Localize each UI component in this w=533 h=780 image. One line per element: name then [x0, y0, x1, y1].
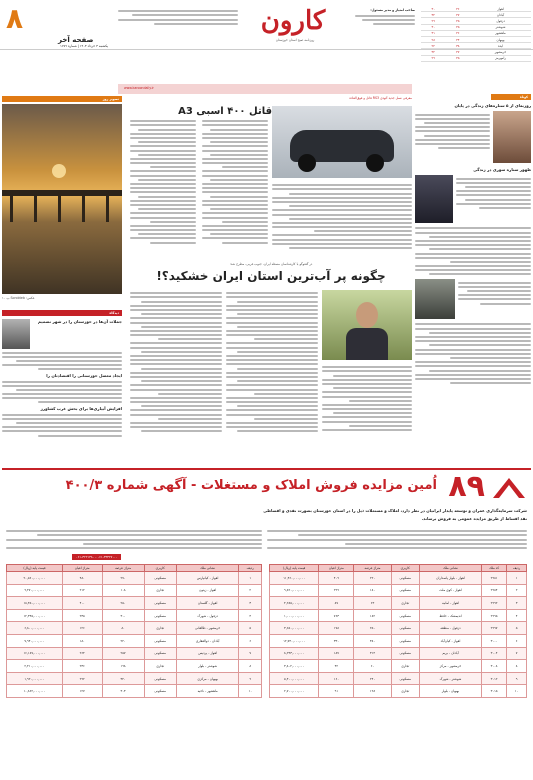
- table-cell: تجاری: [144, 622, 176, 635]
- table-cell: مسکونی: [391, 622, 419, 635]
- table-header: قیمت پایه (ریال): [270, 565, 319, 572]
- table-cell: ۱۲۶: [62, 622, 102, 635]
- page-number: ۸: [6, 2, 24, 35]
- table-row: [7, 660, 262, 673]
- table-cell: ۹: [507, 672, 527, 685]
- weather-city: اهواز: [470, 6, 531, 12]
- table-cell: ۱۰,۸۶۲,۰۰۰,۰۰۰: [7, 685, 63, 698]
- table-header: متراژ عرصه: [102, 565, 144, 572]
- table-cell: ۲,۷۰۰,۰۰۰,۰۰۰: [270, 685, 319, 698]
- interview-title: چگونه پر آب‌ترین استان ایران خشکید؟!: [156, 269, 386, 284]
- table-cell: ۳,۶۵۰,۰۰۰,۰۰۰: [270, 622, 319, 635]
- table-cell: بهبهان - مرکزی: [176, 672, 239, 685]
- table-cell: ۶۳: [354, 597, 391, 610]
- table-cell: اندیمشک - حافظ: [419, 609, 481, 622]
- table-cell: ۱۲۷: [62, 685, 102, 698]
- table-cell: بهبهان - بلوار: [419, 685, 481, 698]
- table-row: [270, 622, 527, 635]
- table-cell: ۲۳۵: [62, 609, 102, 622]
- table-cell: ۴۲: [319, 660, 354, 673]
- table-header: کاربری: [144, 565, 176, 572]
- owner-label: صاحب امتیاز و مدیر مسئول:: [370, 8, 415, 12]
- table-cell: مسکونی: [391, 672, 419, 685]
- table-cell: ۱۶,۱۸۷,۰۰۰,۰۰۰: [7, 647, 63, 660]
- table-cell: آبادان - ذوالفقاری: [176, 634, 239, 647]
- table-cell: ۱۸۰: [354, 584, 391, 597]
- table-cell: خرمشهر - مرکز: [419, 660, 481, 673]
- right-story-title: روزنه‌ای از ۵ ستاره‌های زندگی در پایان: [454, 103, 531, 109]
- table-cell: ۳,۸۰۲,۰۰۰,۰۰۰: [270, 660, 319, 673]
- website: www.karoondaily.ir: [124, 86, 154, 90]
- table-cell: ۲۹۹۵: [482, 609, 507, 622]
- table-cell: مسکونی: [144, 647, 176, 660]
- weather-temp: ۲۸: [421, 36, 446, 42]
- table-cell: ۱۸,۴۵۰,۰۰۰,۰۰۰: [7, 597, 63, 610]
- table-cell: ۳۳۰: [319, 634, 354, 647]
- weather-city: ماهشهر: [470, 30, 531, 36]
- ad-phone: ۰۶۱-۳۳۳۲۷۰۰۰ - ۰۶۱-۳۲۲۱۳۸۰: [72, 554, 121, 560]
- table-cell: ۶,۸۰۰,۰۰۰,۰۰۰: [7, 622, 63, 635]
- table-cell: ۱۱,۴۶۰,۰۰۰,۰۰۰: [270, 572, 319, 585]
- table-header: ردیف: [507, 565, 527, 572]
- table-cell: خرمشهر - طالقانی: [176, 622, 239, 635]
- table-cell: ۳۰۱۵: [482, 685, 507, 698]
- car-title: قاتل ۴۰۰ اسبی A3: [178, 106, 272, 118]
- table-cell: ۳۰۰: [102, 609, 144, 622]
- bridge-sunset-photo: [2, 104, 122, 294]
- website-bar: [118, 84, 412, 94]
- table-cell: ۲۵۰: [354, 622, 391, 635]
- table-cell: ۲۷۰: [102, 572, 144, 585]
- table-cell: ۳۲۰: [102, 672, 144, 685]
- table-cell: ۹: [239, 672, 262, 685]
- weather-temp: ۴۶: [446, 30, 471, 36]
- speaker-photo: [415, 279, 455, 319]
- weather-temp: ۲۹: [421, 55, 446, 61]
- table-cell: ۲۲۰: [102, 634, 144, 647]
- table-cell: ۲۴۰: [354, 672, 391, 685]
- photo-tag: تصویر روز: [2, 96, 122, 102]
- weather-city: آبادان: [470, 12, 531, 18]
- table-row: [270, 672, 527, 685]
- table-cell: ۱۲۸: [354, 685, 391, 698]
- interview-story: [130, 262, 412, 462]
- table-cell: ۲,۴۱۰,۰۰۰,۰۰۰: [7, 660, 63, 673]
- table-header: کد ملک: [482, 565, 507, 572]
- table-cell: ۳۰۰۰: [482, 634, 507, 647]
- weather-city: شوشتر: [470, 24, 531, 30]
- weather-temp: ۴۴: [446, 36, 471, 42]
- table-cell: ۷۶۳: [319, 609, 354, 622]
- table-cell: ۴۰۰: [62, 597, 102, 610]
- weather-temp: ۴۷: [446, 12, 471, 18]
- table-cell: ۶: [507, 634, 527, 647]
- table-cell: ۱۸۰: [62, 634, 102, 647]
- table-row: [7, 609, 262, 622]
- table-row: [270, 572, 527, 585]
- table-cell: ۶۰: [354, 660, 391, 673]
- table-cell: ۳۸۰: [354, 634, 391, 647]
- weather-temp: ۳۱: [421, 30, 446, 36]
- weather-city: رامهرمز: [470, 55, 531, 61]
- table-cell: ۷: [507, 647, 527, 660]
- table-cell: اهواز - گلستان: [176, 597, 239, 610]
- table-cell: ۱۷۸: [319, 622, 354, 635]
- table-cell: دزفول - منطقه: [419, 622, 481, 635]
- table-cell: مسکونی: [144, 597, 176, 610]
- weather-temp: ۲۹: [421, 18, 446, 24]
- weather-temp: ۳۰: [421, 6, 446, 12]
- table-cell: ۹,۴۷۰,۰۰۰,۰۰۰: [7, 584, 63, 597]
- left-tag: دیدگاه: [2, 310, 122, 316]
- table-cell: ۴,۲۸۵,۰۰۰,۰۰۰: [270, 597, 319, 610]
- table-cell: ۲۵۷: [102, 647, 144, 660]
- table-cell: ۲۹۸۱: [482, 572, 507, 585]
- table-cell: ۱۰: [507, 685, 527, 698]
- table-cell: ۱۹۸: [102, 660, 144, 673]
- page-label: صفحه آخر: [58, 36, 94, 44]
- weather-table: [421, 6, 531, 62]
- table-cell: ۱: [239, 572, 262, 585]
- table-cell: ۲۹۲: [62, 672, 102, 685]
- table-cell: ۲: [507, 584, 527, 597]
- table-cell: مسکونی: [144, 572, 176, 585]
- table-row: [270, 685, 527, 698]
- table-cell: ۹۱: [319, 685, 354, 698]
- table-cell: ۱۰۸: [102, 584, 144, 597]
- table-cell: ۸: [507, 660, 527, 673]
- table-cell: شوشتر - بلوار: [176, 660, 239, 673]
- table-cell: اهواز - پردیس: [176, 647, 239, 660]
- table-cell: ۹,۸۲۰,۰۰۰,۰۰۰: [270, 584, 319, 597]
- table-header: متراژ اعیان: [319, 565, 354, 572]
- interviewee-photo: [322, 290, 412, 360]
- car-photo: [272, 106, 412, 178]
- ad-sub-1: شرکت سرمایه‌گذاری عمران و توسعه پایدار ایرانیان در نظر دارد، املاک و مستغلات ذیل را در استان خوزستان بصورت نقدی و اقساطی: [263, 508, 527, 513]
- table-cell: ۶: [239, 634, 262, 647]
- table-row: [270, 647, 527, 660]
- table-header: ردیف: [239, 565, 262, 572]
- table-cell: مسکونی: [391, 634, 419, 647]
- auction-table-right: [269, 564, 527, 698]
- table-cell: مسکونی: [144, 672, 176, 685]
- table-cell: ۳۰۰۴: [482, 647, 507, 660]
- table-cell: مسکونی: [391, 584, 419, 597]
- table-cell: ۲۰,۵۶۰,۰۰۰,۰۰۰: [7, 572, 63, 585]
- table-cell: ۲۹۸۴: [482, 584, 507, 597]
- auction-ad: [2, 468, 531, 778]
- table-cell: ۱,۰۰۰,۰۰۰,۰۰۰: [270, 609, 319, 622]
- table-cell: ۲۹۹۷: [482, 622, 507, 635]
- table-header: متراژ عرصه: [354, 565, 391, 572]
- table-cell: ۸۷: [319, 597, 354, 610]
- weather-temp: ۳۲: [421, 12, 446, 18]
- ad-sub-2: نقد اقساط از طریق مزایده عمومی به فروش برساند.: [421, 516, 527, 521]
- table-cell: تجاری: [391, 597, 419, 610]
- table-cell: مسکونی: [144, 685, 176, 698]
- table-cell: مسکونی: [144, 634, 176, 647]
- tagline: روزنامه صبح استان خوزستان: [275, 38, 315, 42]
- table-cell: ۳۰۱۲: [482, 672, 507, 685]
- right-tag: کوتاه: [491, 94, 531, 100]
- right-column: [415, 94, 531, 460]
- table-cell: ۱۸۷: [319, 647, 354, 660]
- car-story: [130, 96, 412, 256]
- car-tag: معرفی نسل جدید آئودی RS3 قاتل و فوق‌العاده: [349, 96, 412, 100]
- table-cell: ۱۰: [239, 685, 262, 698]
- weather-temp: ۳۲: [421, 49, 446, 55]
- table-row: [270, 660, 527, 673]
- table-cell: ۲۵۰: [102, 597, 144, 610]
- table-cell: اهواز - امانیه: [419, 597, 481, 610]
- weather-row: [421, 55, 531, 61]
- singer-photo: [415, 175, 453, 223]
- left-title-1: جملات آن‌ها در خوزستان را در شهر تصمیم: [38, 319, 122, 325]
- table-cell: ۵: [507, 622, 527, 635]
- table-cell: ۳۱۴: [354, 647, 391, 660]
- table-cell: ۷,۹۴۰,۰۰۰,۰۰۰: [7, 634, 63, 647]
- right-story-title-2: ظهور ستاره سوری در زندگی: [473, 167, 531, 173]
- table-cell: ۳: [507, 597, 527, 610]
- table-row: [7, 597, 262, 610]
- weather-temp: ۴۵: [446, 18, 471, 24]
- weather-box: [421, 6, 531, 61]
- left-opinion: [2, 310, 122, 460]
- table-cell: ماهشهر - ناحیه: [176, 685, 239, 698]
- left-title-3: افزایش آبیاری‌ها برای بخش غرب کشاورز: [40, 406, 122, 412]
- table-header: نشانی ملک: [176, 565, 239, 572]
- table-cell: ۱۲,۳۴۵,۰۰۰,۰۰۰: [7, 609, 63, 622]
- masthead-contact: [118, 8, 238, 27]
- table-cell: ۸: [239, 660, 262, 673]
- table-cell: ۳۰۳: [102, 685, 144, 698]
- table-cell: ۲۳۶: [62, 660, 102, 673]
- author-photo: [493, 111, 531, 163]
- weather-temp: ۴۷: [446, 49, 471, 55]
- table-cell: ۷: [239, 647, 262, 660]
- table-row: [7, 685, 262, 698]
- table-cell: ۲۲۰: [354, 572, 391, 585]
- table-cell: مسکونی: [144, 609, 176, 622]
- table-cell: ۲۶۴: [62, 647, 102, 660]
- weather-temp: ۲۲: [421, 43, 446, 49]
- weather-temp: ۳۸: [446, 43, 471, 49]
- table-cell: ۵: [239, 622, 262, 635]
- table-cell: ۳۰۰۸: [482, 660, 507, 673]
- columnist-photo: [2, 319, 30, 349]
- table-cell: اهواز - کیان‌آباد: [419, 634, 481, 647]
- table-cell: ۱,۹۲۰,۰۰۰,۰۰۰: [7, 672, 63, 685]
- table-row: [7, 634, 262, 647]
- interview-kicker: در گفتوگو با کارشناسان مسئله ایران، جنوب غربی، مطرح شد:: [229, 262, 313, 266]
- table-cell: ۱۲,۷۴۰,۰۰۰,۰۰۰: [270, 634, 319, 647]
- table-cell: تجاری: [144, 584, 176, 597]
- masthead: [0, 0, 533, 61]
- table-row: [270, 584, 527, 597]
- date-line: یکشنبه ۳ خرداد ۱۴۰۳ | شماره ۱۶۷۹: [60, 44, 108, 48]
- weather-city: بهبهان: [470, 36, 531, 42]
- masthead-info: [355, 8, 415, 27]
- table-row: [7, 647, 262, 660]
- table-row: [270, 609, 527, 622]
- weather-temp: ۳۰: [421, 24, 446, 30]
- table-cell: ۲۱۲: [62, 584, 102, 597]
- logo: کارون: [260, 6, 326, 36]
- table-cell: مسکونی: [391, 609, 419, 622]
- table-cell: ۵,۴۰۰,۰۰۰,۰۰۰: [270, 672, 319, 685]
- table-cell: تجاری: [391, 660, 419, 673]
- table-cell: ۲: [239, 584, 262, 597]
- table-header: نشانی ملک: [419, 565, 481, 572]
- table-header: متراژ اعیان: [62, 565, 102, 572]
- table-header: قیمت پایه (ریال): [7, 565, 63, 572]
- table-cell: اهواز - کیانپارس: [176, 572, 239, 585]
- table-row: [270, 597, 527, 610]
- auction-table-left: [6, 564, 262, 698]
- table-cell: ۸۰: [102, 622, 144, 635]
- table-cell: ۱: [507, 572, 527, 585]
- table-cell: تجاری: [391, 685, 419, 698]
- left-title-2: ایجاد معضل خوزستانی را اقتصادتان را: [46, 373, 122, 379]
- ad-number: ۸۹: [448, 469, 485, 504]
- table-cell: اهواز - کوی ملت: [419, 584, 481, 597]
- weather-city: دزفول: [470, 18, 531, 24]
- table-cell: ۴۸۰: [62, 572, 102, 585]
- table-header: کاربری: [391, 565, 419, 572]
- table-row: [7, 622, 262, 635]
- table-cell: اهواز - بلوار پاسداران: [419, 572, 481, 585]
- table-cell: مسکونی: [391, 647, 419, 660]
- table-cell: ۱۸۲: [354, 609, 391, 622]
- table-cell: ۳: [239, 597, 262, 610]
- table-cell: اهواز - زیتون: [176, 584, 239, 597]
- weather-temp: ۴۵: [446, 55, 471, 61]
- table-cell: ۲۹۹۲: [482, 597, 507, 610]
- weather-temp: ۴۶: [446, 6, 471, 12]
- table-cell: آبادان - بریم: [419, 647, 481, 660]
- table-row: [7, 572, 262, 585]
- table-cell: دزفول - شهرک: [176, 609, 239, 622]
- table-cell: شوشتر - شهرک: [419, 672, 481, 685]
- photo-section: [2, 96, 122, 306]
- table-cell: ۴: [239, 609, 262, 622]
- weather-city: خرمشهر: [470, 49, 531, 55]
- weather-city: ایذه: [470, 43, 531, 49]
- table-cell: ۴: [507, 609, 527, 622]
- table-cell: تجاری: [144, 660, 176, 673]
- table-cell: ۱۶۰: [319, 672, 354, 685]
- table-cell: ۴۰۹: [319, 572, 354, 585]
- table-cell: ۲۹۹: [319, 584, 354, 597]
- ad-title: اُمین مزایده فروش املاک و مستغلات - آگهی شماره ۴۰۰/۳: [65, 478, 437, 493]
- table-cell: مسکونی: [391, 572, 419, 585]
- weather-temp: ۴۵: [446, 24, 471, 30]
- ad-logo: [491, 476, 527, 500]
- table-row: [7, 672, 262, 685]
- table-row: [270, 634, 527, 647]
- table-cell: ۸,۲۴۳,۰۰۰,۰۰۰: [270, 647, 319, 660]
- table-row: [7, 584, 262, 597]
- photo-caption: عکس: Sorobteb پ ۱۰: [2, 296, 35, 301]
